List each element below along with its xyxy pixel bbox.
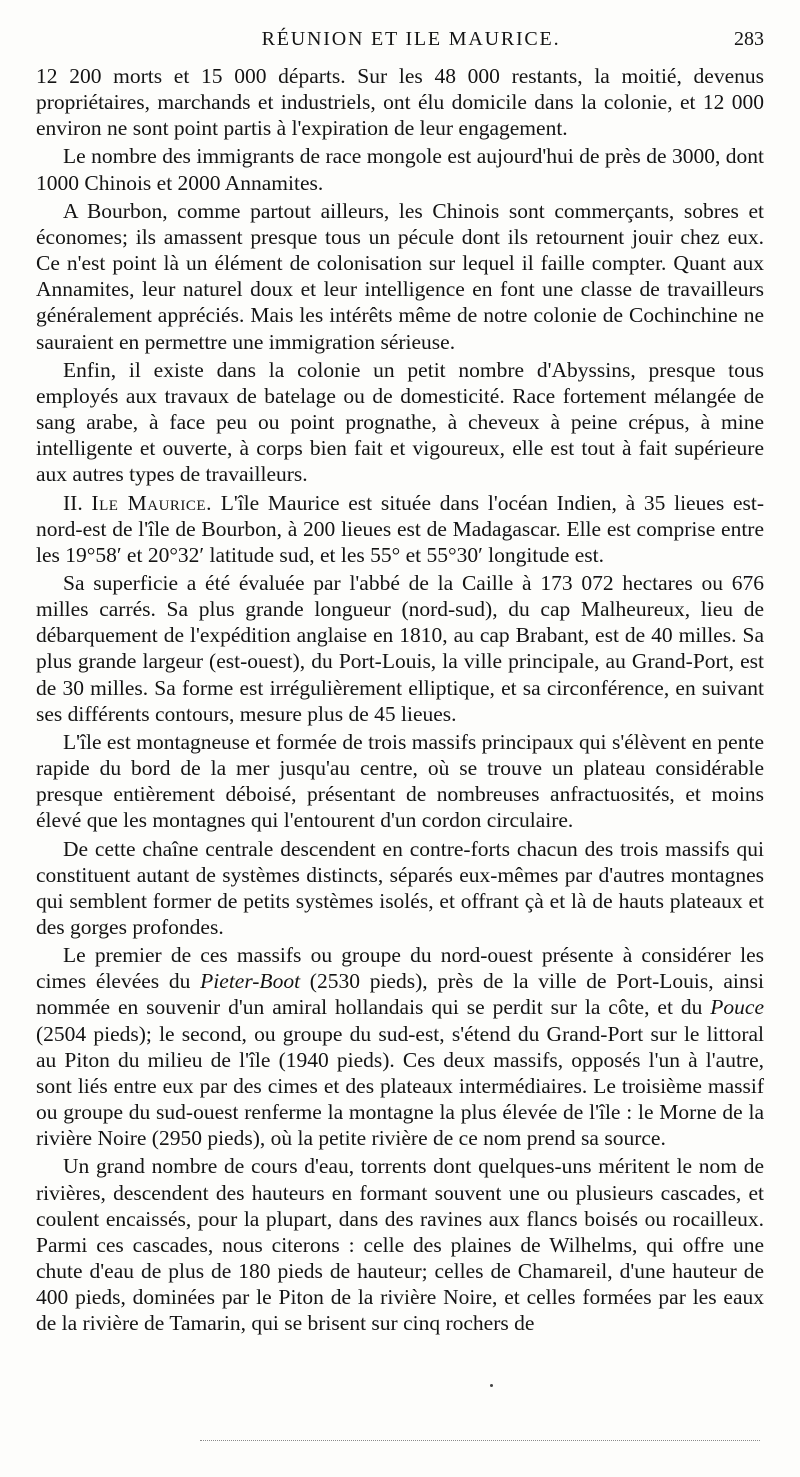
paragraph-ile-maurice-intro xyxy=(36,490,764,568)
paragraph-chinese-annamites: A Bourbon, comme partout ailleurs, les Chinois sont commerçants, sobres et économes; ils amassent presque tous un pécule dont ils retournent jouir chez eux. Ce n'est point là un élément de colonisation sur lequel il faille compter. Quant aux Annamites, leur naturel doux et leur intelligence en font une classe de travailleurs généralement appréciés. Mais les intérêts même de notre colonie de Cochinchine ne sauraient en permettre une immigration sérieuse. xyxy=(36,198,764,354)
massifs-text-b: (2530 pieds), près de la ville de Port-Louis, ainsi nommée en souvenir d'un amiral hollandais qui se perdit sur la côte, et du xyxy=(36,969,764,1020)
paragraph-immigration-figures: 12 200 morts et 15 000 départs. Sur les 48 000 restants, la moitié, devenus propriétaires, marchands et industriels, ont élu domicile dans la colonie, et 12 000 environ ne sont point partis à l'expiration de leur engagement. xyxy=(36,64,764,141)
running-head xyxy=(58,28,764,56)
paragraph-rivers-cascades: Un grand nombre de cours d'eau, torrents dont quelques-uns méritent le nom de rivières, descendent des hauteurs en formant souvent une ou plusieurs cascades, et coulent encaissés, pour la plupart, dans des ravines aux flancs boisés ou rocailleux. Parmi ces cascades, nous citerons : celle des plaines de Wilhelms, qui offre une chute d'eau de plus de 180 pieds de hauteur; celles de Chamareil, d'une hauteur de 400 pieds, dominées par le Piton de la rivière Noire, et celles formées par les eaux de la rivière de Tamarin, qui se brisent sur cinq rochers de xyxy=(36,1154,764,1336)
paragraph-mountains: L'île est montagneuse et formée de trois massifs principaux qui s'élèvent en pente rapide du bord de la mer jusqu'au centre, où se trouve un plateau considérable presque entièrement déboisé, présentant de nombreuses anfractuosités, et moins élevé que les montagnes qui l'entourent d'un cordon circulaire. xyxy=(36,729,764,833)
massifs-text-c: (2504 pieds); le second, ou groupe du sud-est, s'étend du Grand-Port sur le littoral au Piton du milieu de l'île (1940 pieds). Ces deux massifs, opposés l'un à l'autre, sont liés entre eux par des cimes et des plateaux intermédiaires. Le troisième massif ou groupe du sud-ouest renferme la montagne la plus élevée de l'île : le Morne de la rivière Noire (2950 pieds), où la petite rivière de ce nom prend sa source. xyxy=(36,1021,764,1151)
paragraph-mongol-immigrants: Le nombre des immigrants de race mongole est aujourd'hui de près de 3000, dont 1000 Chinois et 2000 Annamites. xyxy=(36,144,764,195)
pieter-boot-name: Pieter-Boot xyxy=(200,969,301,994)
page-number: 283 xyxy=(734,28,764,50)
print-speck xyxy=(490,1384,493,1387)
paragraph-central-chain: De cette chaîne centrale descendent en contre-forts chacun des trois massifs qui constituent autant de systèmes distincts, séparés eux-mêmes par d'autres montagnes qui semblent former de petits systèmes isolés, et offrant çà et là de hauts plateaux et des gorges profondes. xyxy=(36,836,764,939)
section-heading: Ile Maurice. xyxy=(91,490,212,515)
running-title: RÉUNION ET ILE MAURICE. xyxy=(261,28,561,50)
section-intro-text: L'île Maurice est située dans l'océan Indien, à 35 lieues est-nord-est de l'île de Bourbon, à 200 lieues est de Madagascar. Elle est comprise entre les 19°58′ et 20°32′ latitude sud, et les 55° et 55°30′ longitude est. xyxy=(36,490,765,567)
paragraph-abyssinians: Enfin, il existe dans la colonie un petit nombre d'Abyssins, presque tous employés aux travaux de batelage ou de domesticité. Race fortement mélangée de sang arabe, à face peu ou point prognathe, à cheveux à peine crépus, à mine intelligente et ouverte, à corps bien fait et vigoureux, elle est tout à fait supérieure aux autres types de travailleurs. xyxy=(36,357,764,487)
bottom-bleed-through-line xyxy=(200,1440,760,1441)
section-number: II. xyxy=(63,490,92,515)
pouce-name: Pouce xyxy=(710,995,764,1020)
paragraph-surface-area: Sa superficie a été évaluée par l'abbé de la Caille à 173 072 hectares ou 676 milles carrés. Sa plus grande longueur (nord-sud), du cap Malheureux, lieu de débarquement de l'expédition anglaise en 1810, au cap Brabant, est de 40 milles. Sa plus grande largeur (est-ouest), du Port-Louis, la ville principale, au Grand-Port, est de 30 milles. Sa forme est irrégulièrement elliptique, et sa circonférence, en suivant ses différents contours, mesure plus de 45 lieues. xyxy=(36,570,764,726)
body-text xyxy=(36,63,764,1339)
massifs-text-a: Le premier de ces massifs ou groupe du nord-ouest présente à considérer les cimes élevées du xyxy=(36,943,764,994)
paragraph-massifs xyxy=(36,942,764,1151)
